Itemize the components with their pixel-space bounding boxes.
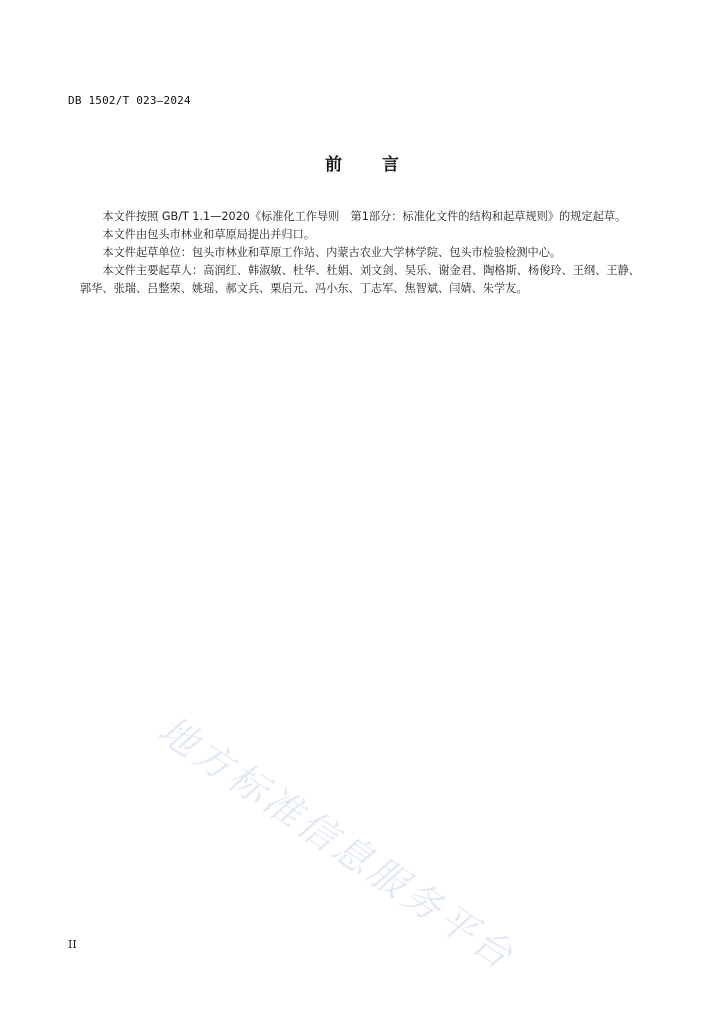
document-code: DB 1502/T 023—2024 bbox=[68, 94, 191, 107]
paragraph-drafting-basis: 本文件按照 GB/T 1.1—2020《标准化工作导则 第1部分：标准化文件的结构和起草规则》的规定起草。 bbox=[102, 210, 627, 223]
paragraph-drafters: 本文件主要起草人：高润红、韩淑敏、杜华、杜娟、刘文剑、吴乐、谢金君、陶格斯、杨俊玲、王纲、王静、郭华、张瑞、吕整荣、姚瑶、郝文兵、栗启元、冯小东、丁志军、焦智斌、闫婧、朱学友。 bbox=[80, 264, 640, 295]
page-number: II bbox=[68, 938, 77, 951]
title-char-1: 前 bbox=[325, 155, 342, 175]
paragraph-drafting-units: 本文件起草单位：包头市林业和草原工作站、内蒙古农业大学林学院、包头市检验检测中心。 bbox=[102, 246, 562, 259]
title-char-2: 言 bbox=[382, 155, 399, 175]
page-title bbox=[0, 150, 724, 175]
watermark: 地方标准信息服务平台 bbox=[150, 707, 524, 979]
paragraph-proposer: 本文件由包头市林业和草原局提出并归口。 bbox=[102, 228, 315, 241]
foreword-body bbox=[80, 208, 640, 298]
